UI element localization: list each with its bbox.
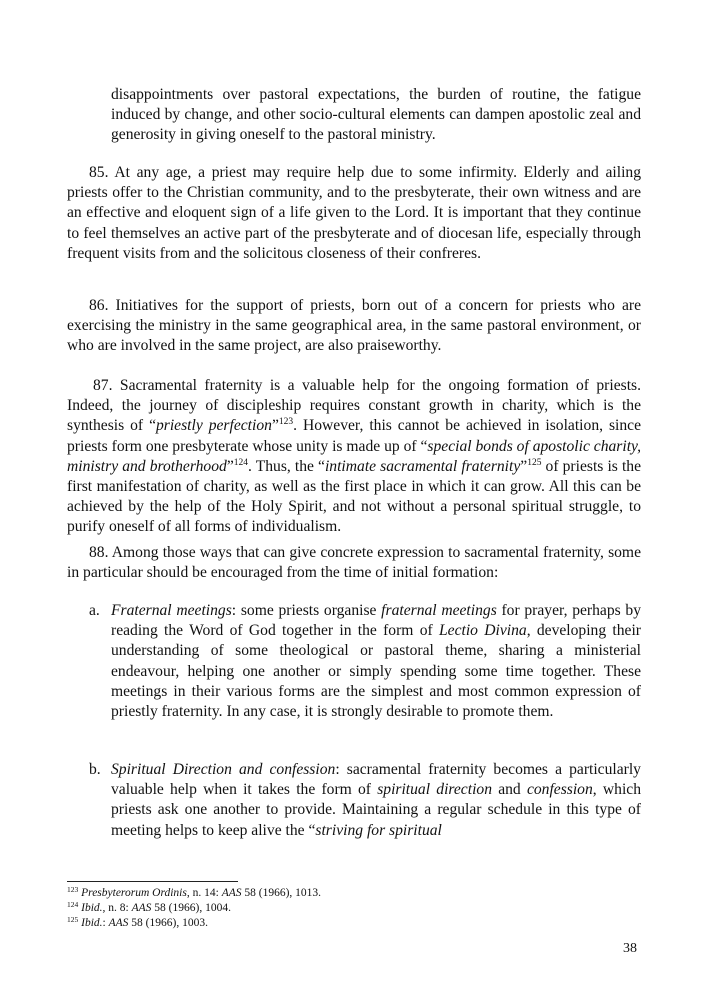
footnote-ref-123: 123 (278, 417, 294, 428)
p87-text-4: ” (226, 457, 234, 475)
list-b-text-1: : sacramental fraternity becomes a particularly valuable help when it takes the form of (111, 761, 641, 799)
list-a-italic-2: fraternal meetings (381, 602, 497, 619)
list-item-b-text (111, 760, 641, 841)
list-b-text-3: , which priests ask one another to provide. Maintaining a regular schedule in this type of meeting helps to keep alive the “ (111, 781, 641, 839)
footnote-journal: AAS (108, 917, 129, 929)
paragraph-88: 88. Among those ways that can give concrete expression to sacramental fraternity, some in particular should be encouraged from the time of initial formation: (67, 544, 641, 582)
list-b-italic-3: confession (526, 781, 593, 799)
paragraph-continuation: disappointments over pastoral expectations, the burden of routine, the fatigue induced by change, and other socio-cultural elements can dampen apostolic zeal and generosity in giving oneself to the pastoral ministry. (111, 86, 641, 144)
list-a-text-1: : some priests organise (231, 602, 382, 619)
footnote-number: 125 (67, 915, 79, 924)
footnote-source: Ibid., (81, 902, 106, 914)
list-a-italic-3: Lectio Divina (438, 622, 527, 640)
footnote-mid: : (102, 917, 109, 929)
footnote-source: Ibid. (81, 917, 103, 929)
footnote-rest: 58 (1966), 1003. (128, 917, 208, 929)
list-a-text-2: for prayer, perhaps by reading the Word of God together in the form of (111, 602, 641, 640)
list-label-b: b. (89, 761, 101, 778)
list-b-text-2: and (492, 781, 527, 799)
p87-italic-2: special bonds of apostolic charity, ministry and brotherhood (67, 437, 642, 475)
list-item-a (89, 601, 641, 722)
page-number: 38 (623, 941, 637, 956)
footnote-ref-124: 124 (233, 457, 248, 468)
p87-text-1: 87. Sacramental fraternity is a valuable help for the ongoing formation of priests. Indeed, the journey of discipleship requires constant growth in charity, which is the synthesis of “ (67, 377, 641, 435)
footnote-journal: AAS (221, 887, 242, 899)
p87-text-7: of priests is the first manifestation of charity, as well as the first place in which it can grow. All this can be achieved by the help of the Holy Spirit, and not without a personal spiritual struggle, to purify oneself of all forms of individualism. (67, 457, 642, 536)
footnote-ref-125: 125 (527, 457, 542, 468)
footnote-source: Presbyterorum Ordinis (81, 887, 187, 899)
footnote-mid: n. 8: (105, 902, 132, 914)
footnote-rest: 58 (1966), 1004. (151, 902, 231, 914)
list-label-a: a. (89, 602, 100, 619)
footnote-124 (67, 902, 231, 915)
list-item-b (89, 760, 641, 841)
list-b-italic-4: striving for spiritual (315, 821, 442, 839)
footnote-123 (67, 887, 321, 900)
p87-text-2: ” (271, 417, 279, 435)
list-b-italic-2: spiritual direction (377, 781, 492, 799)
paragraph-85: 85. At any age, a priest may require help due to some infirmity. Elderly and ailing priests offer to the Christian community, and to the presbyterate, their own witness and are an effective and eloquent sign of a life given to the Lord. It is important that they continue to feel themselves an active part of the presbyterate and of diocesan life, especially through frequent visits from and the solicitous closeness of their confreres. (67, 164, 641, 262)
footnote-125 (67, 917, 208, 930)
footnote-rest: 58 (1966), 1013. (241, 887, 322, 899)
footnote-number: 124 (67, 900, 79, 909)
p87-italic-3: intimate sacramental fraternity (324, 457, 521, 475)
paragraph-87 (67, 376, 641, 538)
p87-text-3: . However, this cannot be achieved in isolation, since priests form one presbyterate whose unity is made up of “ (67, 417, 641, 455)
p87-italic-1: priestly perfection (155, 417, 272, 435)
footnote-number: 123 (67, 885, 79, 894)
p87-text-5: . Thus, the “ (247, 457, 325, 475)
list-item-a-text (111, 601, 641, 722)
list-a-text-3: , developing their understanding of some theological or pastoral theme, sharing a ministerial endeavour, helping one another or simply spending some time together. These meetings in their various forms are the simplest and most common expression of priestly fraternity. In any case, it is strongly desirable to promote them. (111, 622, 642, 721)
footnote-journal: AAS (131, 902, 152, 914)
paragraph-86: 86. Initiatives for the support of priests, born out of a concern for priests who are exercising the ministry in the same geographical area, in the same pastoral environment, or who are involved in the same project, are also praiseworthy. (67, 297, 641, 355)
footnote-separator (67, 881, 238, 882)
list-b-italic-1: Spiritual Direction and confession (111, 761, 336, 778)
p87-text-6: ” (520, 457, 528, 475)
list-a-italic-1: Fraternal meetings (111, 602, 232, 619)
footnote-mid: , n. 14: (186, 887, 222, 899)
